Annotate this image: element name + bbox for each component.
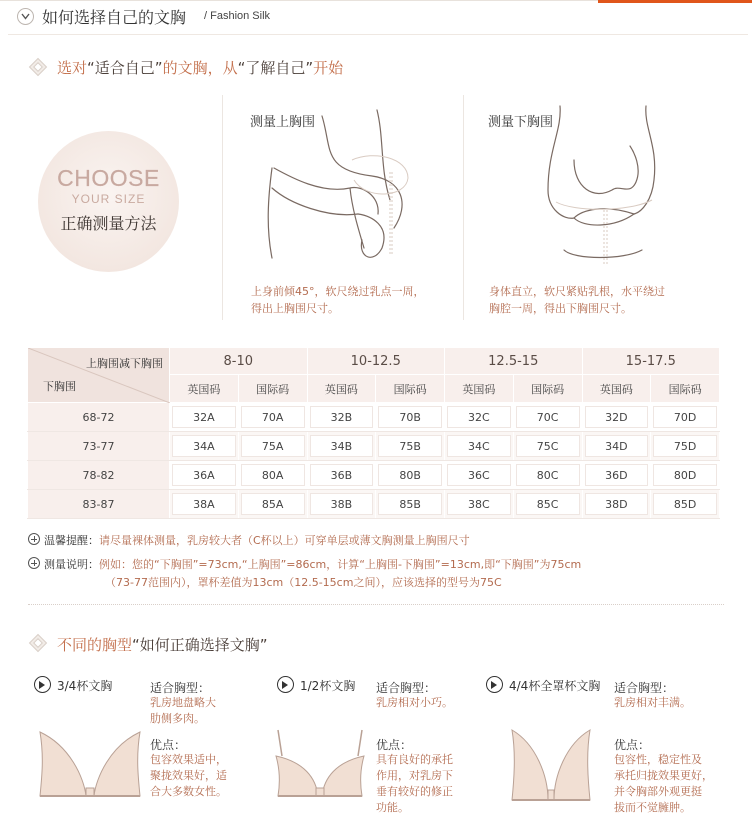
size-value: 80C	[516, 464, 580, 486]
play-circle-icon	[486, 676, 503, 693]
size-value: 70C	[516, 406, 580, 428]
size-value: 32A	[172, 406, 236, 428]
size-value: 36A	[172, 464, 236, 486]
size-cell	[513, 403, 582, 432]
measure-upper-desc	[251, 283, 425, 317]
size-cell	[376, 403, 445, 432]
size-value: 36C	[447, 464, 511, 486]
size-value: 36B	[310, 464, 374, 486]
pro-label: 优点：	[150, 738, 187, 752]
explain-note	[44, 556, 581, 572]
pro-desc: 包容性，稳定性及 承托归拢效果更好， 并令胸部外观更挺 拔而不觉臃肿。	[614, 753, 713, 814]
size-cell	[170, 403, 239, 432]
size-value: 32D	[585, 406, 649, 428]
size-cell	[445, 403, 514, 432]
pro-label: 优点：	[614, 738, 651, 752]
fit-desc: 乳房地盘略大 肋侧多肉。	[150, 696, 216, 725]
band-size-cell: 83-87	[28, 490, 170, 519]
band-size-cell: 78-82	[28, 461, 170, 490]
size-value: 34A	[172, 435, 236, 457]
table-header-row	[28, 348, 720, 375]
section-title-text: 开始	[313, 59, 344, 77]
size-value: 38A	[172, 493, 236, 515]
cup-range-header: 10-12.5	[307, 348, 445, 375]
cup-range-header: 15-17.5	[582, 348, 720, 375]
intl-size-header: 国际码	[513, 375, 582, 403]
section-title-quote: “适合自己”	[87, 59, 163, 77]
size-value: 32B	[310, 406, 374, 428]
plus-circle-icon	[28, 533, 40, 545]
uk-size-header: 英国码	[307, 375, 376, 403]
size-chart-table	[27, 347, 720, 519]
size-cell	[651, 403, 720, 432]
fit-desc: 乳房相对丰满。	[614, 696, 691, 709]
size-cell	[170, 490, 239, 519]
measure-lower-desc-line: 胸腔一周，得出下胸围尺寸。	[489, 302, 632, 315]
top-accent-bar	[598, 0, 752, 3]
diamond-icon	[27, 56, 47, 76]
choose-caption: 正确测量方法	[60, 214, 157, 233]
explain-text: 例如：您的“下胸围”=73cm,“上胸围”=86cm，计算“上胸围-下胸围”=13cm,即“下胸围”为75cm	[99, 558, 582, 571]
play-circle-icon	[277, 676, 294, 693]
measure-upper-desc-line: 上身前倾45°，软尺绕过乳点一周，	[251, 285, 425, 298]
under-bust-illustration	[534, 100, 674, 274]
size-cell	[445, 461, 514, 490]
play-circle-icon	[34, 676, 51, 693]
size-value: 70D	[653, 406, 717, 428]
bra-34-cup-image	[36, 726, 144, 810]
size-cell	[445, 490, 514, 519]
table-row	[28, 432, 720, 461]
explain-note-cont: （73-77范围内），罩杯差值为13cm（12.5-15cm之间），应该选择的型号为75C	[105, 576, 502, 589]
pro-desc: 具有良好的承托 作用，对乳房下 垂有较好的修正 功能。	[376, 753, 453, 814]
intl-size-header: 国际码	[376, 375, 445, 403]
size-value: 85D	[653, 493, 717, 515]
size-value: 80B	[378, 464, 442, 486]
size-value: 80A	[241, 464, 305, 486]
tip-note	[44, 532, 470, 548]
table-corner-cell	[28, 348, 170, 403]
measure-lower-desc	[489, 283, 665, 317]
size-cell	[307, 403, 376, 432]
pro-label: 优点：	[376, 738, 413, 752]
measure-lower-label: 测量下胸围	[488, 115, 554, 130]
upper-bust-illustration	[262, 108, 422, 272]
bra-half-cup-image	[270, 726, 370, 810]
tip-text: 请尽量裸体测量，乳房较大者（C杯以上）可穿单层或薄文胸测量上胸围尺寸	[99, 534, 470, 547]
fit-label: 适合胸型：	[376, 681, 437, 695]
section-title-bra-types	[57, 634, 268, 655]
section-title-text: 选对	[57, 59, 88, 77]
pro-desc: 包容效果适中， 聚拢效果好，适 合大多数女性。	[150, 753, 227, 798]
table-row	[28, 461, 720, 490]
bra-full-cup-image	[506, 726, 596, 814]
vertical-divider	[222, 95, 223, 320]
size-cell	[651, 432, 720, 461]
plus-circle-icon	[28, 557, 40, 569]
intl-size-header: 国际码	[238, 375, 307, 403]
size-value: 75B	[378, 435, 442, 457]
size-value: 34D	[585, 435, 649, 457]
page-title: 如何选择自己的文胸	[42, 8, 187, 27]
size-cell	[513, 490, 582, 519]
section-title-text: 的文胸，从	[162, 59, 238, 77]
band-size-cell: 68-72	[28, 403, 170, 432]
size-cell	[307, 432, 376, 461]
size-cell	[238, 490, 307, 519]
size-value: 75C	[516, 435, 580, 457]
measure-lower-desc-line: 身体直立，软尺紧贴乳根，水平绕过	[489, 285, 665, 298]
size-cell	[651, 461, 720, 490]
cup-range-header: 8-10	[170, 348, 308, 375]
size-value: 38B	[310, 493, 374, 515]
size-cell	[582, 490, 651, 519]
bra-type-name: 4/4杯全罩杯文胸	[509, 679, 601, 693]
size-value: 36D	[585, 464, 649, 486]
header-divider	[8, 34, 748, 35]
table-row	[28, 490, 720, 519]
size-cell	[513, 461, 582, 490]
choose-size-badge	[38, 131, 179, 272]
fit-label: 适合胸型：	[150, 681, 211, 695]
section-title-text: 不同的胸型	[57, 636, 133, 654]
table-row	[28, 403, 720, 432]
cup-range-header: 12.5-15	[445, 348, 583, 375]
size-cell	[170, 461, 239, 490]
band-size-cell: 73-77	[28, 432, 170, 461]
section-title-measure	[57, 57, 343, 78]
bra-type-name: 3/4杯文胸	[57, 679, 113, 693]
size-value: 75A	[241, 435, 305, 457]
size-value: 85B	[378, 493, 442, 515]
corner-label-top: 上胸围减下胸围	[86, 357, 163, 370]
size-cell	[651, 490, 720, 519]
size-value: 38C	[447, 493, 511, 515]
choose-subheading: YOUR SIZE	[71, 192, 146, 206]
section-title-quote: “了解自己”	[237, 59, 314, 77]
explain-label: 测量说明：	[44, 558, 99, 571]
size-cell	[238, 432, 307, 461]
size-value: 75D	[653, 435, 717, 457]
size-cell	[513, 432, 582, 461]
size-cell	[376, 461, 445, 490]
uk-size-header: 英国码	[445, 375, 514, 403]
size-value: 38D	[585, 493, 649, 515]
tip-label: 温馨提醒：	[44, 534, 99, 547]
size-cell	[376, 490, 445, 519]
size-cell	[307, 461, 376, 490]
size-cell	[582, 432, 651, 461]
size-value: 85C	[516, 493, 580, 515]
size-cell	[445, 432, 514, 461]
chevron-down-icon	[17, 8, 34, 25]
section-title-quote: “如何正确选择文胸”	[132, 636, 268, 654]
size-cell	[238, 461, 307, 490]
size-cell	[582, 403, 651, 432]
fit-desc: 乳房相对小巧。	[376, 696, 453, 709]
measure-upper-label: 测量上胸围	[250, 115, 316, 130]
size-value: 32C	[447, 406, 511, 428]
size-cell	[170, 432, 239, 461]
size-value: 80D	[653, 464, 717, 486]
uk-size-header: 英国码	[582, 375, 651, 403]
corner-label-bottom: 下胸围	[43, 380, 76, 393]
section-divider	[28, 604, 724, 605]
size-cell	[307, 490, 376, 519]
measure-upper-desc-line: 得出上胸围尺寸。	[251, 302, 339, 315]
size-cell	[238, 403, 307, 432]
diamond-icon	[27, 632, 47, 652]
fit-label: 适合胸型：	[614, 681, 675, 695]
size-value: 70B	[378, 406, 442, 428]
choose-heading: CHOOSE	[57, 165, 160, 191]
page-subtitle: / Fashion Silk	[204, 10, 271, 22]
size-value: 70A	[241, 406, 305, 428]
size-cell	[376, 432, 445, 461]
size-value: 34C	[447, 435, 511, 457]
size-value: 34B	[310, 435, 374, 457]
bra-type-name: 1/2杯文胸	[300, 679, 356, 693]
intl-size-header: 国际码	[651, 375, 720, 403]
uk-size-header: 英国码	[170, 375, 239, 403]
vertical-divider	[463, 95, 464, 320]
size-value: 85A	[241, 493, 305, 515]
size-cell	[582, 461, 651, 490]
